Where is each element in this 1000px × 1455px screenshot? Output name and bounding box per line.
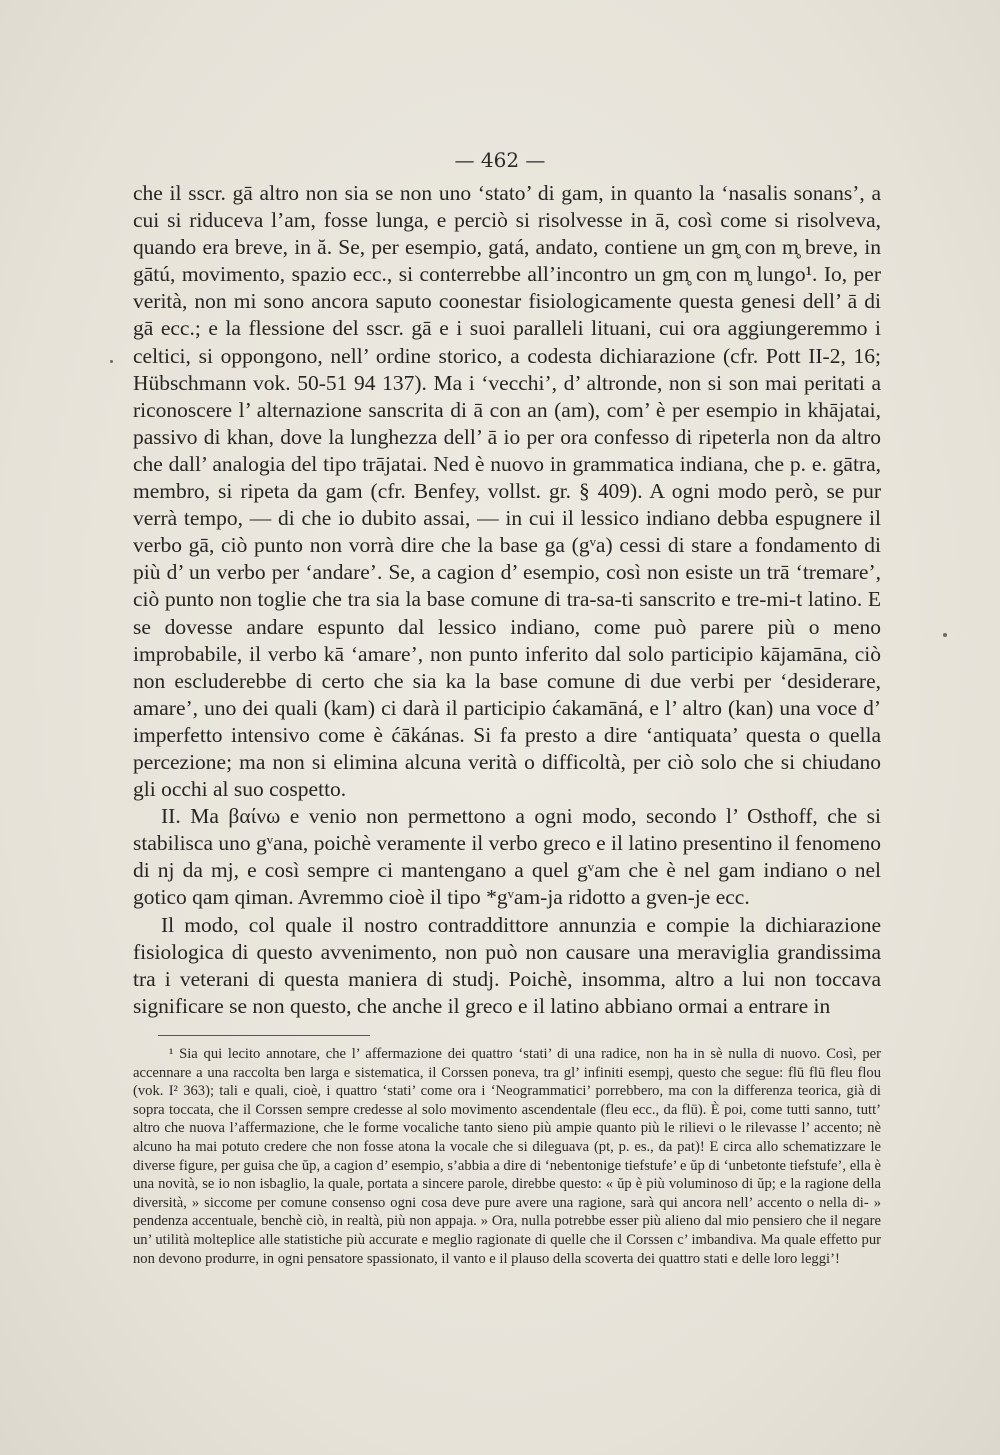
- paragraph: II. Ma βαίνω e venio non permettono a ogni modo, secondo l’ Osthoff, che si stabilisca uno gᵛana, poichè veramente il verbo greco e il latino presentino il fenomeno di nj da mj, e così sempre ci mantengano a quel gᵛam che è nel gam indiano o nel gotico qam qiman. Avremmo cioè il tipo *gᵛam-ja ridotto a gven-je ecc.: [133, 804, 881, 910]
- paragraph: Il modo, col quale il nostro contraddittore annunzia e compie la dichiarazione fisiologica di questo avvenimento, non può non causare una meraviglia grandissima tra i veterani di questa maniera di studj. Poichè, insomma, altro a lui non toccava significare se non questo, che anche il greco e il latino abbiano ormai a entrare in: [133, 912, 881, 1018]
- paragraph: che il sscr. gā altro non sia se non uno ‘stato’ di gam, in quanto la ‘nasalis sonans’, a cui si riduceva l’am, fosse lunga, e perciò si risolvesse in ā, così come si risolveva, quando era breve, in ă. Se, per esempio, gatá, andato, contiene un gm̥ con m̥ breve, in gātú, movimento, spazio ecc., si conterrebbe all’incontro un gm̥ con m̥ lungo¹. Io, per verità, non mi sono ancora saputo coonestar fisiologicamente questa genesi dell’ ā di gā ecc.; e la flessione del sscr. gā e i suoi paralleli lituani, cui ora aggiungeremmo i celtici, si oppongono, nell’ ordine storico, a codesta dichiarazione (cfr. Pott II-2, 16; Hübschmann vok. 50-51 94 137). Ma i ‘vecchi’, d’ altronde, non si son mai peritati a riconoscere l’ alternazione sanscrita di ā con an (am), com’ è per esempio in khājatai, passivo di khan, dove la lunghezza dell’ ā io per ora confesso di ripeterla non da altro che dall’ analogia del tipo trājatai. Ned è nuovo in grammatica indiana, che p. e. gātra, membro, si ripeta da gam (cfr. Benfey, vollst. gr. § 409). A ogni modo però, se pur verrà tempo, — di che io dubito assai, — in cui il lessico indiano debba espugnere il verbo gā, ciò punto non vorrà dire che la base ga (gᵛa) cessi di stare a fondamento di più d’ un verbo per ‘andare’. Se, a cagion d’ esempio, così non esiste un trā ‘tremare’, ciò punto non toglie che tra sia la base comune di tra-sa-ti sanscrito e tre-mi-t latino. E se dovesse andare espunto dal lessico indiano, come può parere più o meno improbabile, il verbo kā ‘amare’, non punto inferito dal solo participio kājamāna, ciò non escluderebbe di certo che sia ka la base comune di due verbi per ‘desiderare, amare’, uno dei quali (kam) ci darà il participio ćakamāná, e l’ altro (kan) una voce d’ imperfetto intensivo come è ćākánas. Si fa presto a dire ‘antiquata’ questa o quella percezione; ma non si elimina alcuna verità o difficoltà, per ciò solo che si chiudano gli occhi al suo cospetto.: [133, 181, 881, 802]
- main-text: [133, 180, 881, 1020]
- page-number: — 462 —: [454, 148, 546, 172]
- paper-speck: [110, 360, 113, 363]
- footnote-separator: [158, 1035, 370, 1036]
- paper-speck: [943, 633, 947, 637]
- footnote: [133, 1045, 881, 1268]
- footnote-text: ¹ Sia qui lecito annotare, che l’ affermazione dei quattro ‘stati’ di una radice, non ha in sè nulla di nuovo. Così, per accennare a una raccolta ben larga e sistematica, il Corssen poneva, tra gl’ infiniti esempj, questo che segue: flū flū fleu flou (vok. I² 363); tali e quali, cioè, i quattro ‘stati’ come ora i ‘Neogrammatici’ porrebbero, ma con la differenza teorica, già di sopra toccata, che il Corssen sempre credesse al solo movimento ascendentale (fleu ecc., da flū). È poi, come tutti sanno, tutt’ altro che nuova l’affermazione, che le forme vocaliche tanto sieno più ampie quanto più le rilievi o le rilevasse l’ accento; nè alcuno ha mai potuto credere che non fosse atona la vocale che si dileguava (pt, p. es., da pat)! E circa allo schematizzare le diverse figure, per guisa che ŭp, a cagion d’ esempio, s’abbia a dire di ‘nebentonige tiefstufe’ e ŭp di ‘unbetonte tiefstufe’, ella è una novità, se io non isbaglio, la quale, portata a sincere parole, direbbe questo: « ŭp è più voluminoso di ŭp; e la ragione della diversità, » siccome per comune consenso ogni cosa deve pure avere una ragione, sarà qui ancora nell’ accento o nella di- » pendenza accentuale, benchè ciò, in realtà, più non appaja. » Ora, nulla potrebbe esser più alieno dal mio pensiero che il negare un’ utilità molteplice alle statistiche più accurate e meglio ragionate di quelle che il Corssen c’ imbandiva. Ma quale effetto pur non devono produrre, in ogni pensatore spassionato, il vanto e il plauso della scoverta dei quattro stati e delle loro leggi’!: [133, 1046, 881, 1267]
